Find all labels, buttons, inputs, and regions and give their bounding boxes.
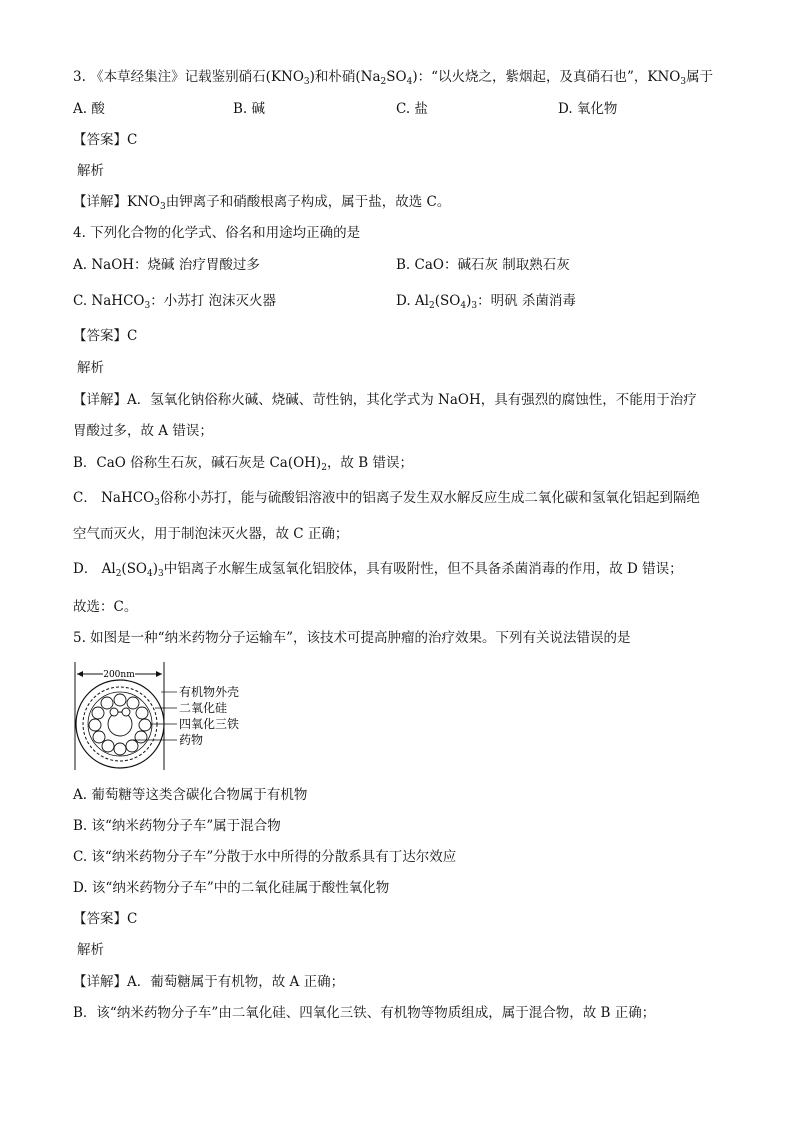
q5-option-c: C. 该“纳米药物分子车”分散于水中所得的分散系具有丁达尔效应 <box>73 849 457 865</box>
q5-answer: 【答案】C <box>73 911 138 927</box>
q5-option-a: A. 葡萄糖等这类含碳化合物属于有机物 <box>73 787 308 803</box>
q3-detail: 【详解】$KNO_3$由钾离子和硝酸根离子构成，属于盐，故选 C。 <box>73 194 451 212</box>
q5-analysis-heading: 解析 <box>77 942 104 958</box>
q4-option-a: A. NaOH：烧碱 治疗胃酸过多 <box>73 257 260 273</box>
q3-option-b: B. 碱 <box>233 101 266 117</box>
q3-answer: 【答案】C <box>73 132 138 148</box>
q4-option-c: C. NaHCO$_3$：小苏打 泡沫灭火器 <box>73 293 276 311</box>
q3-stem: 3. 《本草经集注》记载鉴别硝石$(KNO_3)$和朴硝$(Na_2SO_4)$：“以火烧之，紫烟起，及真硝石也”，$KNO_3$属于 <box>73 69 714 87</box>
dimension-label: 200nm <box>103 670 135 680</box>
q5-detail-b: B．该“纳米药物分子车”由二氧化硅、四氧化三铁、有机物等物质组成，属于混合物，故 B 正确； <box>73 1005 656 1021</box>
q3-option-a: A. 酸 <box>73 101 105 117</box>
q5-stem: 5. 如图是一种“纳米药物分子运输车”，该技术可提高肿瘤的治疗效果。下列有关说法错误的是 <box>73 630 631 646</box>
q5-option-b: B. 该“纳米药物分子车”属于混合物 <box>73 818 281 834</box>
q4-detail-a-cont: 胃酸过多，故 A 错误； <box>73 423 213 439</box>
q4-answer: 【答案】C <box>73 328 138 344</box>
q5-option-d: D. 该“纳米药物分子车”中的二氧化硅属于酸性氧化物 <box>73 880 390 896</box>
q4-option-d: D. $Al_2(SO_4)_3$：明矾 杀菌消毒 <box>396 293 576 311</box>
q4-detail-a: 【详解】A．氢氧化钠俗称火碱、烧碱、苛性钠，其化学式为 NaOH，具有强烈的腐蚀性，不能用于治疗 <box>73 392 697 408</box>
label-organic-shell: 有机物外壳 <box>179 685 240 699</box>
q4-analysis-heading: 解析 <box>77 360 104 376</box>
q3-option-d: D. 氧化物 <box>558 101 618 117</box>
q4-detail-c-cont: 空气而灭火，用于制泡沫灭火器，故 C 正确； <box>73 526 349 542</box>
q3-analysis-heading: 解析 <box>77 163 104 179</box>
q3-option-c: C. 盐 <box>396 101 428 117</box>
q4-detail-b: B．CaO 俗称生石灰，碱石灰是 $Ca(OH)_2$，故 B 错误； <box>73 455 413 473</box>
q4-stem: 4. 下列化合物的化学式、俗名和用途均正确的是 <box>73 225 361 241</box>
q4-detail-c: C． NaHCO$_3$俗称小苏打，能与硫酸铝溶液中的铝离子发生双水解反应生成二氧化碳和氢氧化铝起到隔绝 <box>73 490 700 508</box>
q5-detail-a: 【详解】A．葡萄糖属于有机物，故 A 正确； <box>73 974 345 990</box>
label-fe3o4: 四氧化三铁 <box>179 717 240 731</box>
q4-option-b: B. CaO：碱石灰 制取熟石灰 <box>396 257 570 273</box>
label-silica: 二氧化硅 <box>179 701 228 715</box>
nano-drug-carrier-figure <box>73 662 253 770</box>
label-drug: 药物 <box>179 733 204 747</box>
q4-conclusion: 故选：C。 <box>73 599 138 615</box>
q4-detail-d: D． $Al_2(SO_4)_3$中铝离子水解生成氢氧化铝胶体，具有吸附性，但不具备杀菌消毒的作用，故 D 错误； <box>73 561 683 579</box>
